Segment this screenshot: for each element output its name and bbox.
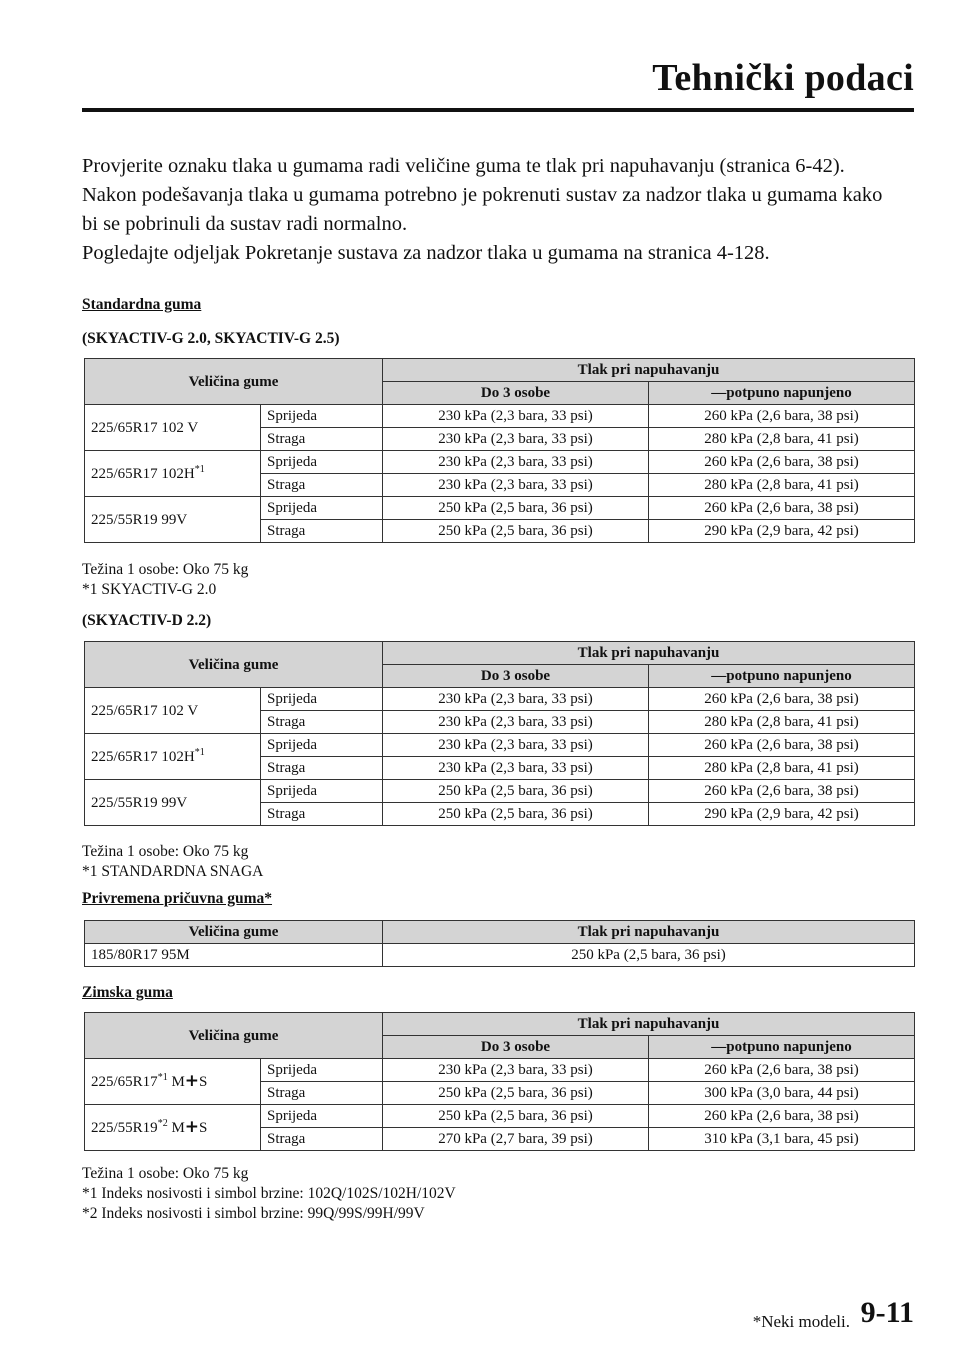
col-header-upto3: Do 3 osobe: [383, 1036, 649, 1059]
position-rear: Straga: [261, 428, 383, 451]
plus-icon: +: [184, 1071, 200, 1091]
position-rear: Straga: [261, 711, 383, 734]
table-row: [85, 1105, 915, 1128]
note-line: *1 STANDARDNA SNAGA: [82, 863, 264, 880]
pressure-value: 230 kPa (2,3 bara, 33 psi): [383, 474, 649, 497]
intro-paragraph: Pogledajte odjeljak Pokretanje sustava za nadzor tlaka u gumama na stranica 4-128.: [82, 242, 770, 264]
page-number: 9-11: [860, 1296, 914, 1329]
section-heading-winter: Zimska guma: [82, 984, 173, 1001]
col-header-pressure: Tlak pri napuhavanju: [383, 921, 915, 944]
pressure-value: 280 kPa (2,8 bara, 41 psi): [649, 757, 915, 780]
position-front: Sprijeda: [261, 497, 383, 520]
pressure-value: 260 kPa (2,6 bara, 38 psi): [649, 405, 915, 428]
tyre-size: 225/65R17$^{*1}$ M+S: [85, 1059, 261, 1105]
table-row: [85, 451, 915, 474]
col-header-full: —potpuno napunjeno: [649, 1036, 915, 1059]
position-rear: Straga: [261, 803, 383, 826]
intro-paragraph: Nakon podešavanja tlaka u gumama potrebno je pokrenuti sustav za nadzor tlaka u gumama kako bi se pobrinuli da sustav radi normalno.: [82, 184, 883, 235]
pressure-value: 250 kPa (2,5 bara, 36 psi): [383, 1105, 649, 1128]
table2-notes: [82, 842, 263, 882]
table-row: [85, 734, 915, 757]
pressure-value: 280 kPa (2,8 bara, 41 psi): [649, 474, 915, 497]
col-header-size: Veličina gume: [85, 921, 383, 944]
pressure-value: 250 kPa (2,5 bara, 36 psi): [383, 944, 915, 967]
col-header-size: Veličina gume: [85, 1013, 383, 1059]
pressure-value: 260 kPa (2,6 bara, 38 psi): [649, 780, 915, 803]
tyre-size: 225/55R19$^{*2}$ M+S: [85, 1105, 261, 1151]
position-front: Sprijeda: [261, 1059, 383, 1082]
pressure-value: 230 kPa (2,3 bara, 33 psi): [383, 757, 649, 780]
pressure-value: 270 kPa (2,7 bara, 39 psi): [383, 1128, 649, 1151]
note-line: Težina 1 osobe: Oko 75 kg: [82, 843, 249, 860]
pressure-value: 250 kPa (2,5 bara, 36 psi): [383, 1082, 649, 1105]
pressure-value: 300 kPa (3,0 bara, 44 psi): [649, 1082, 915, 1105]
position-front: Sprijeda: [261, 451, 383, 474]
table-row: [85, 1059, 915, 1082]
position-rear: Straga: [261, 1082, 383, 1105]
intro-text: [82, 152, 902, 268]
header-rule: [82, 108, 914, 112]
pressure-value: 250 kPa (2,5 bara, 36 psi): [383, 520, 649, 543]
pressure-value: 260 kPa (2,6 bara, 38 psi): [649, 497, 915, 520]
tyre-size: 185/80R17 95M: [85, 944, 383, 967]
pressure-value: 280 kPa (2,8 bara, 41 psi): [649, 428, 915, 451]
pressure-value: 310 kPa (3,1 bara, 45 psi): [649, 1128, 915, 1151]
pressure-value: 250 kPa (2,5 bara, 36 psi): [383, 780, 649, 803]
pressure-value: 260 kPa (2,6 bara, 38 psi): [649, 688, 915, 711]
pressure-value: 250 kPa (2,5 bara, 36 psi): [383, 497, 649, 520]
pressure-value: 230 kPa (2,3 bara, 33 psi): [383, 734, 649, 757]
tyre-size: 225/65R17 $102H^{*1}$: [85, 451, 261, 497]
table-standard-diesel: [84, 641, 915, 826]
table4-notes: [82, 1164, 456, 1224]
note-line: Težina 1 osobe: Oko 75 kg: [82, 1165, 249, 1182]
note-line: *2 Indeks nosivosti i simbol brzine: 99Q/99S/99H/99V: [82, 1205, 425, 1222]
section-heading-spare: Privremena pričuvna guma*: [82, 890, 273, 907]
table1-label: (SKYACTIV-G 2.0, SKYACTIV-G 2.5): [82, 330, 340, 347]
col-header-upto3: Do 3 osobe: [383, 665, 649, 688]
position-front: Sprijeda: [261, 1105, 383, 1128]
position-front: Sprijeda: [261, 734, 383, 757]
note-line: *1 Indeks nosivosti i simbol brzine: 102Q/102S/102H/102V: [82, 1185, 456, 1202]
position-front: Sprijeda: [261, 780, 383, 803]
col-header-size: Veličina gume: [85, 642, 383, 688]
pressure-value: 290 kPa (2,9 bara, 42 psi): [649, 520, 915, 543]
page-title: Tehnički podaci: [652, 57, 914, 99]
tyre-size: 225/65R17 102 V: [85, 405, 261, 451]
col-header-pressure: Tlak pri napuhavanju: [383, 642, 915, 665]
pressure-value: 230 kPa (2,3 bara, 33 psi): [383, 688, 649, 711]
position-front: Sprijeda: [261, 405, 383, 428]
pressure-value: 250 kPa (2,5 bara, 36 psi): [383, 803, 649, 826]
table-row: [85, 497, 915, 520]
position-front: Sprijeda: [261, 688, 383, 711]
tyre-size: 225/55R19 99V: [85, 780, 261, 826]
note-line: Težina 1 osobe: Oko 75 kg: [82, 561, 249, 578]
tyre-size: 225/65R17 $102H^{*1}$: [85, 734, 261, 780]
table-spare: [84, 920, 915, 967]
footer-note: *Neki modeli.: [752, 1312, 850, 1331]
tyre-size: 225/65R17 102 V: [85, 688, 261, 734]
table-winter: [84, 1012, 915, 1151]
table1-notes: [82, 560, 248, 600]
position-rear: Straga: [261, 520, 383, 543]
pressure-value: 290 kPa (2,9 bara, 42 psi): [649, 803, 915, 826]
position-rear: Straga: [261, 757, 383, 780]
pressure-value: 260 kPa (2,6 bara, 38 psi): [649, 1105, 915, 1128]
col-header-pressure: Tlak pri napuhavanju: [383, 359, 915, 382]
position-rear: Straga: [261, 1128, 383, 1151]
table2-label: (SKYACTIV-D 2.2): [82, 612, 212, 629]
pressure-value: 260 kPa (2,6 bara, 38 psi): [649, 1059, 915, 1082]
col-header-full: —potpuno napunjeno: [649, 382, 915, 405]
col-header-full: —potpuno napunjeno: [649, 665, 915, 688]
plus-icon: +: [184, 1117, 200, 1137]
table-row: [85, 688, 915, 711]
table-row: [85, 944, 915, 967]
pressure-value: 230 kPa (2,3 bara, 33 psi): [383, 451, 649, 474]
pressure-value: 260 kPa (2,6 bara, 38 psi): [649, 734, 915, 757]
pressure-value: 230 kPa (2,3 bara, 33 psi): [383, 711, 649, 734]
note-line: *1 SKYACTIV-G 2.0: [82, 581, 217, 598]
col-header-pressure: Tlak pri napuhavanju: [383, 1013, 915, 1036]
pressure-value: 260 kPa (2,6 bara, 38 psi): [649, 451, 915, 474]
table-row: [85, 405, 915, 428]
pressure-value: 230 kPa (2,3 bara, 33 psi): [383, 405, 649, 428]
section-heading-standard: Standardna guma: [82, 296, 202, 313]
position-rear: Straga: [261, 474, 383, 497]
col-header-upto3: Do 3 osobe: [383, 382, 649, 405]
table-row: [85, 780, 915, 803]
pressure-value: 230 kPa (2,3 bara, 33 psi): [383, 428, 649, 451]
table-standard-gasoline: [84, 358, 915, 543]
pressure-value: 280 kPa (2,8 bara, 41 psi): [649, 711, 915, 734]
intro-paragraph: Provjerite oznaku tlaka u gumama radi veličine guma te tlak pri napuhavanju (stranica 6-42).: [82, 155, 845, 177]
tyre-size: 225/55R19 99V: [85, 497, 261, 543]
pressure-value: 230 kPa (2,3 bara, 33 psi): [383, 1059, 649, 1082]
col-header-size: Veličina gume: [85, 359, 383, 405]
